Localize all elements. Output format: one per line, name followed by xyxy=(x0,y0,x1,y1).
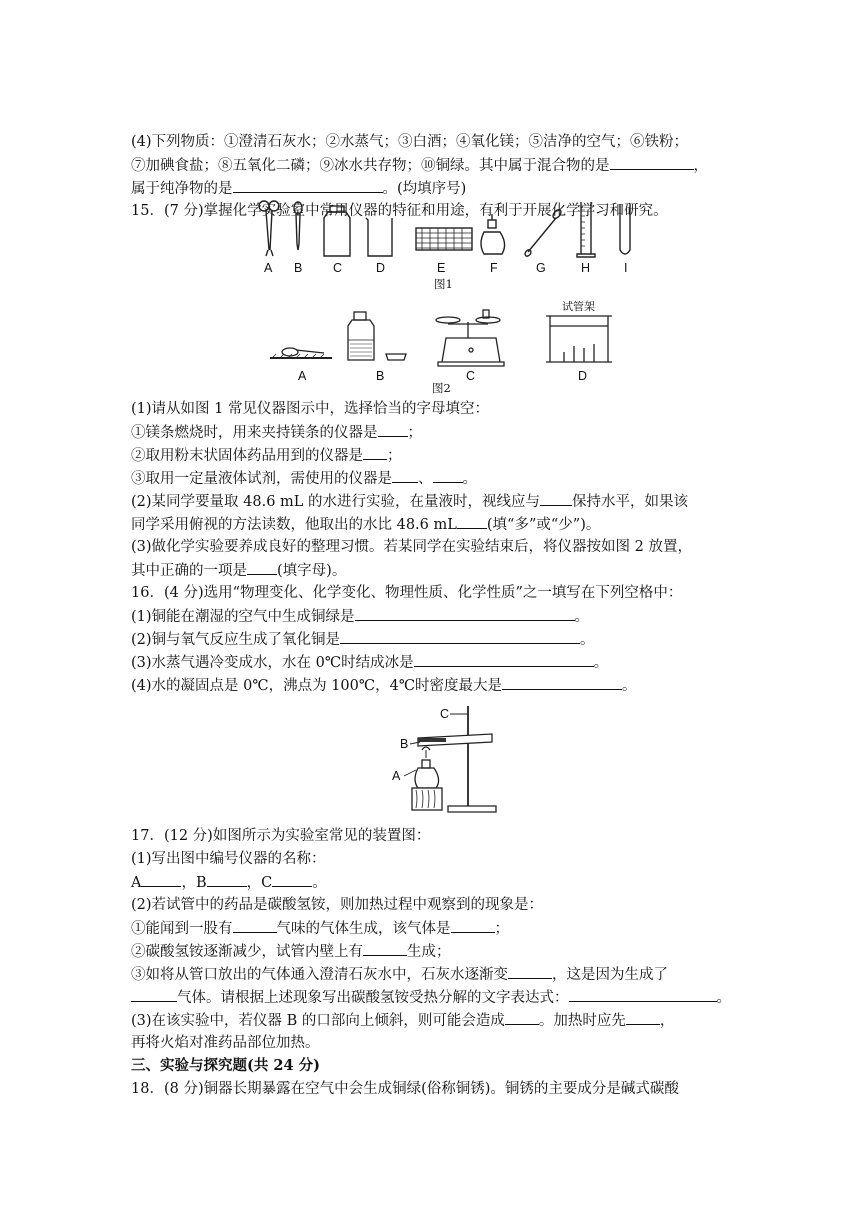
answer-blank[interactable] xyxy=(233,917,277,933)
fig1-label-h: H xyxy=(581,261,591,275)
q15-p3-line2: 其中正确的一项是 (填字母)。 xyxy=(131,559,346,582)
fig2-label-b: B xyxy=(376,369,385,383)
q17-p2: (2)若试管中的药品是碳酸氢铵，则加热过程中观察到的现象是： xyxy=(131,897,544,913)
balance-icon xyxy=(436,310,504,366)
q17-p3-line1: (3)在该实验中，若仪器 B 的口部向上倾斜，则可能会造成 。加热时应先 ， xyxy=(131,1009,674,1032)
q17-p2a: ①能闻到一股有 气味的气体生成，该气体是 ； xyxy=(131,917,509,940)
answer-blank[interactable] xyxy=(272,871,312,887)
answer-blank[interactable] xyxy=(247,559,277,575)
q15-p2-line1: (2)某同学要量取 48.6 mL 的水进行实验，在量液时，视线应与 保持水平，如果该 xyxy=(131,490,688,513)
fig2-caption: 图2 xyxy=(432,381,451,394)
beaker-icon xyxy=(366,218,392,256)
q17-p2b: ②碳酸氢铵逐渐减少，试管内壁上有 生成； xyxy=(131,940,451,963)
figure-2-arrangements xyxy=(268,296,628,394)
section-3-title: 三、实验与探究题(共 24 分) xyxy=(131,1057,320,1074)
q15-p1c: ③取用一定量液体试剂，需使用的仪器是 、 。 xyxy=(131,467,477,490)
q15-p1: (1)请从如图 1 常见仪器图示中，选择恰当的字母填空： xyxy=(131,401,489,417)
test-tube-icon xyxy=(620,204,630,254)
dropper-icon xyxy=(294,202,302,250)
fig1-label-b: B xyxy=(294,261,303,275)
fig1-caption: 图1 xyxy=(434,277,453,290)
q16-s1: (1)铜能在潮湿的空气中生成铜绿是 。 xyxy=(131,605,589,628)
figure-1-instruments xyxy=(250,196,650,290)
answer-blank[interactable] xyxy=(457,513,487,529)
q17-stem: 17．(12 分)如图所示为实验室常见的装置图： xyxy=(131,828,431,844)
fig1-label-a: A xyxy=(264,261,273,275)
q17-p1-blanks: A ，B ，C 。 xyxy=(131,871,327,894)
open-bottle-icon xyxy=(348,312,406,360)
fig2-rack-tag: 试管架 xyxy=(562,300,595,313)
answer-blank[interactable] xyxy=(363,940,407,956)
q16-s3: (3)水蒸气遇冷变成水，水在 0℃时结成冰是 。 xyxy=(131,651,608,674)
figure-q17-apparatus xyxy=(388,702,508,814)
q16-s4: (4)水的凝固点是 0℃，沸点为 100℃，4℃时密度最大是 。 xyxy=(131,674,637,697)
fig2-label-c: C xyxy=(466,369,476,383)
fig1-label-d: D xyxy=(376,261,386,275)
q18-stem: 18．(8 分)铜器长期暴露在空气中会生成铜绿(俗称铜锈)。铜锈的主要成分是碱式碳酸 xyxy=(131,1081,679,1097)
q15-p3-line1: (3)做化学实验要养成良好的整理习惯。若某同学在实验结束后，将仪器按如图 2 放置， xyxy=(131,539,692,555)
q16-s2: (2)铜与氧气反应生成了氧化铜是 。 xyxy=(131,628,595,651)
answer-blank[interactable] xyxy=(392,467,418,483)
q17-p1: (1)写出图中编号仪器的名称： xyxy=(131,851,326,867)
q15-stem: 15．(7 分)掌握化学实验室中常用仪器的特征和用途，有利于开展化学学习和研究。 xyxy=(131,203,668,219)
apparatus-label-a: A xyxy=(392,769,401,783)
q14-4-line2: ⑦加碘食盐；⑧五氧化二磷；⑨冰水共存物；⑩铜绿。其中属于混合物的是 ， xyxy=(131,154,708,177)
answer-blank[interactable] xyxy=(451,917,495,933)
q14-4-line3: 属于纯净物的是 。(均填序号) xyxy=(131,177,466,200)
medicine-spoon-icon xyxy=(524,208,563,257)
answer-blank[interactable] xyxy=(141,871,181,887)
q17-p3-line2: 再将火焰对准药品部位加热。 xyxy=(131,1035,320,1051)
answer-blank[interactable] xyxy=(626,1009,660,1025)
crucible-tongs-icon xyxy=(259,201,279,256)
answer-blank[interactable] xyxy=(355,605,575,621)
answer-blank[interactable] xyxy=(540,490,572,506)
q14-4-line1: (4)下列物质：①澄清石灰水；②水蒸气；③白酒；④氧化镁；⑤洁净的空气；⑥铁粉； xyxy=(131,134,689,150)
fig1-label-c: C xyxy=(333,261,343,275)
answer-blank[interactable] xyxy=(363,444,387,460)
apparatus-label-b: B xyxy=(400,737,409,751)
tube-on-table-icon xyxy=(270,348,332,358)
answer-blank[interactable] xyxy=(502,674,622,690)
answer-blank[interactable] xyxy=(610,154,694,170)
answer-blank[interactable] xyxy=(569,986,717,1002)
q15-p2-line2: 同学采用俯视的方法读数，他取出的水比 48.6 mL (填“多”或“少”)。 xyxy=(131,513,600,536)
q15-p1b: ②取用粉末状固体药品用到的仪器是 ； xyxy=(131,444,402,467)
fig1-label-g: G xyxy=(536,261,546,275)
q16-stem: 16．(4 分)选用“物理变化、化学变化、物理性质、化学性质”之一填写在下列空格中： xyxy=(131,585,683,601)
fig2-label-a: A xyxy=(298,369,307,383)
answer-blank[interactable] xyxy=(414,651,594,667)
answer-blank[interactable] xyxy=(505,1009,539,1025)
test-tube-rack-icon xyxy=(546,316,612,362)
q15-p1a: ①镁条燃烧时，用来夹持镁条的仪器是 ； xyxy=(131,421,422,444)
answer-blank[interactable] xyxy=(433,467,463,483)
fig1-label-f: F xyxy=(490,261,498,275)
answer-blank[interactable] xyxy=(378,421,408,437)
alcohol-lamp-icon xyxy=(481,214,505,254)
answer-blank[interactable] xyxy=(233,177,383,193)
apparatus-label-c: C xyxy=(440,707,450,721)
q17-p2c-line2: 气体。请根据上述现象写出碳酸氢铵受热分解的文字表达式： 。 xyxy=(131,986,731,1009)
fig2-label-d: D xyxy=(578,369,588,383)
graduated-cylinder-icon xyxy=(577,202,595,257)
answer-blank[interactable] xyxy=(508,963,552,979)
reagent-bottle-icon xyxy=(324,206,350,256)
answer-blank[interactable] xyxy=(207,871,247,887)
answer-blank[interactable] xyxy=(131,986,177,1002)
fig1-label-e: E xyxy=(437,261,446,275)
wire-gauze-icon xyxy=(416,228,472,250)
answer-blank[interactable] xyxy=(340,628,580,644)
fig1-label-i: I xyxy=(624,261,628,275)
q17-p2c-line1: ③如将从管口放出的气体通入澄清石灰水中，石灰水逐渐变 ，这是因为生成了 xyxy=(131,963,668,986)
